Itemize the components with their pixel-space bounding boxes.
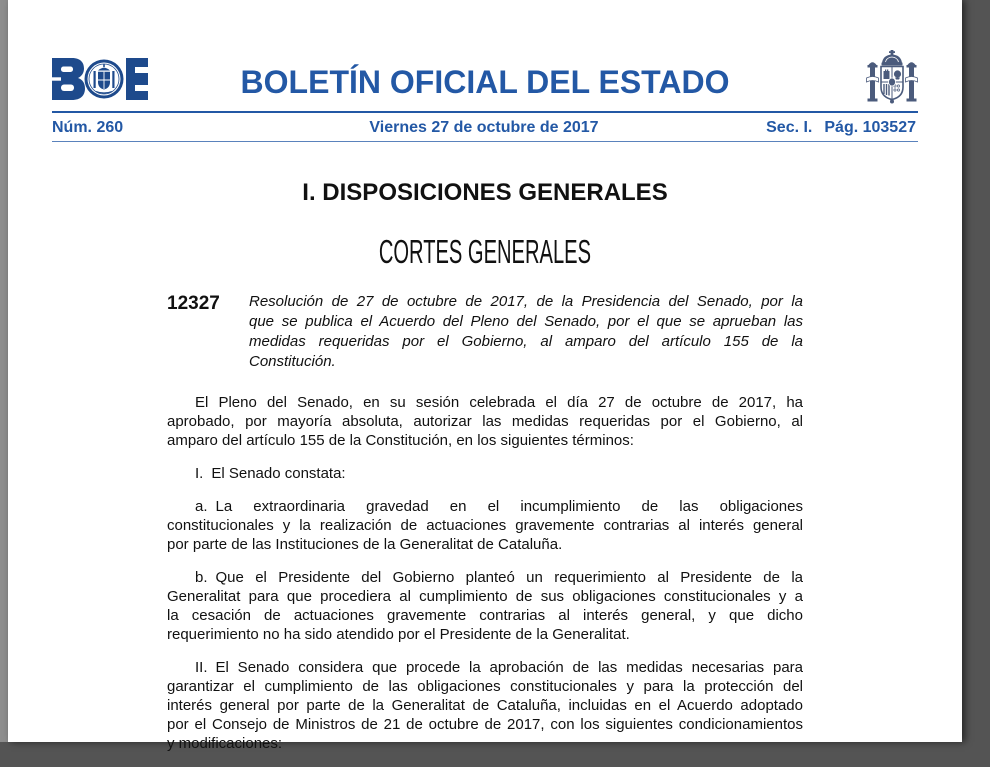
organ-heading-text: CORTES GENERALES xyxy=(378,233,592,270)
summary-line: medidas requeridas por el Gobierno, al amparo del artículo 155 de la xyxy=(249,333,803,350)
gazette-title: BOLETÍN OFICIAL DEL ESTADO xyxy=(240,64,730,100)
paragraph-line: por parte de las Instituciones de la Generalitat de Cataluña. xyxy=(167,535,563,553)
document-summary xyxy=(249,292,803,372)
summary-line: Resolución de 27 de octubre de 2017, de la Presidencia del Senado, por la xyxy=(249,293,803,310)
paragraph-line: por el Consejo de Ministros de 21 de octubre de 2017, con los siguientes condicionamientos xyxy=(167,715,803,733)
list-marker: II. xyxy=(195,658,208,676)
coat-of-arms-icon xyxy=(866,50,918,106)
paragraph-line: la cesación de actuaciones gravemente contrarias al interés general, y que dicho xyxy=(167,606,803,624)
document-body xyxy=(167,393,803,767)
paragraph-point-ii xyxy=(167,658,803,753)
crown-icon xyxy=(882,50,903,66)
section-label: Sec. I. xyxy=(766,119,813,136)
issue-number: Núm. 260 xyxy=(52,119,124,136)
viewer-left-edge xyxy=(0,0,8,742)
pillar-right-icon xyxy=(906,62,918,101)
paragraph-line-text: Que el Presidente del Gobierno planteó un requerimiento al Presidente de la xyxy=(215,568,803,586)
paragraph-line: aprobado, por mayoría absoluta, autorizar las medidas requeridas por el Gobierno, al xyxy=(167,412,803,430)
issue-date: Viernes 27 de octubre de 2017 xyxy=(369,119,599,136)
paragraph-line: El Pleno del Senado, en su sesión celebrada el día 27 de octubre de 2017, ha xyxy=(195,393,803,411)
paragraph-point-b xyxy=(167,568,803,644)
section-page-info xyxy=(766,119,916,137)
pdf-page xyxy=(8,0,962,752)
paragraph-intro xyxy=(167,393,803,450)
paragraph-line: interés general por parte de la Generalitat de Cataluña, incluidas en el Acuerdo adoptado xyxy=(167,696,803,714)
pillar-left-icon xyxy=(867,62,879,101)
paragraph-point-i xyxy=(167,464,803,483)
paragraph-line: Generalitat para que procediera al cumplimiento de sus obligaciones constitucionales y a xyxy=(167,587,803,605)
shield-icon xyxy=(881,67,903,104)
summary-line: Constitución. xyxy=(249,353,336,370)
paragraph-line: constitucionales y la realización de actuaciones gravemente contrarias al interés general xyxy=(167,516,803,534)
paragraph-line xyxy=(167,497,803,516)
header-rule xyxy=(52,111,918,113)
section-heading: I. DISPOSICIONES GENERALES xyxy=(302,179,668,206)
paragraph-line xyxy=(167,464,803,483)
list-marker: b. xyxy=(195,568,208,586)
list-marker: I. xyxy=(195,464,204,482)
page-number: Pág. 103527 xyxy=(824,119,916,136)
paragraph-line xyxy=(167,658,803,677)
issue-row-rule xyxy=(52,141,918,142)
paragraph-line xyxy=(167,568,803,587)
summary-line: que se publica el Acuerdo del Pleno del Senado, por el que se aprueban las xyxy=(249,313,803,330)
paragraph-line-text: El Senado constata: xyxy=(211,464,346,482)
document-number: 12327 xyxy=(167,293,220,314)
paragraph-line: y modificaciones: xyxy=(167,734,283,752)
organ-heading xyxy=(8,234,962,270)
paragraph-line-text: El Senado considera que procede la aprobación de las medidas necesarias para xyxy=(215,658,803,676)
issue-info-row xyxy=(52,119,916,137)
paragraph-point-a xyxy=(167,497,803,554)
list-marker: a. xyxy=(195,497,208,515)
paragraph-line-text: La extraordinaria gravedad en el incumplimiento de las obligaciones xyxy=(215,497,803,515)
paragraph-line: requerimiento no ha sido atendido por el Presidente de la Generalitat. xyxy=(167,625,630,643)
paragraph-line: amparo del artículo 155 de la Constitución, en los siguientes términos: xyxy=(167,431,634,449)
paragraph-line: garantizar el cumplimiento de las obligaciones constitucionales y para la protección del xyxy=(167,677,803,695)
